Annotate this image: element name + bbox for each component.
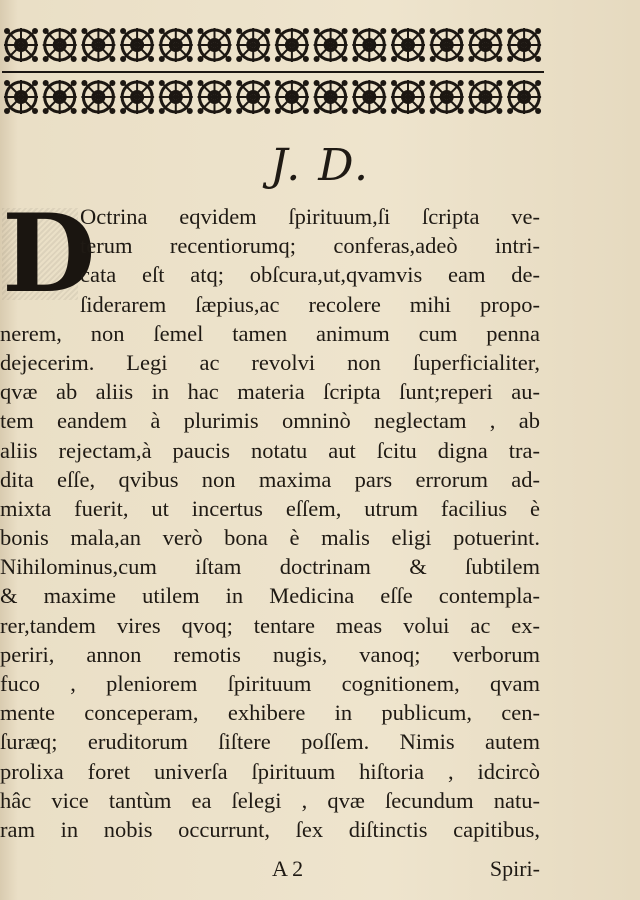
catchword: Spiri-: [489, 856, 540, 881]
page-heading: J. D.: [270, 140, 370, 191]
text-line: bonis mala,an verò bona è malis eligi potuerint.: [0, 525, 540, 551]
text-line: mixta fuerit, ut incertus eſſem, utrum facilius è: [0, 495, 540, 521]
text-line: aliis rejectam,à paucis notatu aut ſcitu digna tra-: [0, 437, 540, 463]
text-line: tem eandem à plurimis omninò neglectam , ab: [0, 408, 540, 434]
text-line: ſuræq; eruditorum ſiſtere poſſem. Nimis autem: [0, 729, 540, 755]
text-line: terum recentiorumq; conferas,adeò intri-: [80, 233, 540, 259]
ornamental-border-icon: [2, 22, 544, 122]
signature-mark: A 2: [272, 856, 304, 881]
text-line: & maxime utilem in Medicina eſſe contempla-: [0, 583, 540, 609]
text-line: periri, annon remotis nugis, vanoq; verborum: [0, 641, 540, 667]
text-line: qvæ ab aliis in hac materia ſcripta ſunt;reperi au-: [0, 379, 540, 405]
body-text: [0, 191, 540, 844]
text-line: rer,tandem vires qvoq; tentare meas volui ac ex-: [0, 612, 540, 638]
text-line: cata eſt atq; obſcura,ut,qvamvis eam de-: [80, 262, 540, 288]
text-line: Octrina eqvidem ſpirituum,ſi ſcripta ve-: [80, 204, 540, 229]
text-line: ram in nobis occurrunt, ſex diſtinctis capitibus,: [0, 816, 540, 842]
text-line: prolixa foret univerſa ſpirituum hiſtoria , idcircò: [0, 758, 540, 784]
text-line: fuco , pleniorem ſpirituum cognitionem, qvam: [0, 671, 540, 696]
text-line: dejecerim. Legi ac revolvi non ſuperficialiter,: [0, 349, 540, 375]
text-line: mente conceperam, exhibere in publicum, cen-: [0, 700, 540, 726]
text-line: ſiderarem ſæpius,ac recolere mihi propo-: [80, 291, 540, 317]
drop-cap-initial: D: [2, 191, 96, 317]
text-line: hâc vice tantùm ea ſelegi , qvæ ſecundum natu-: [0, 787, 540, 813]
text-line: Nihilominus,cum iſtam doctrinam & ſubtilem: [0, 554, 540, 580]
text-line: dita eſſe, qvibus non maxima pars errorum ad-: [0, 466, 540, 492]
text-line: nerem, non ſemel tamen animum cum penna: [0, 320, 540, 346]
